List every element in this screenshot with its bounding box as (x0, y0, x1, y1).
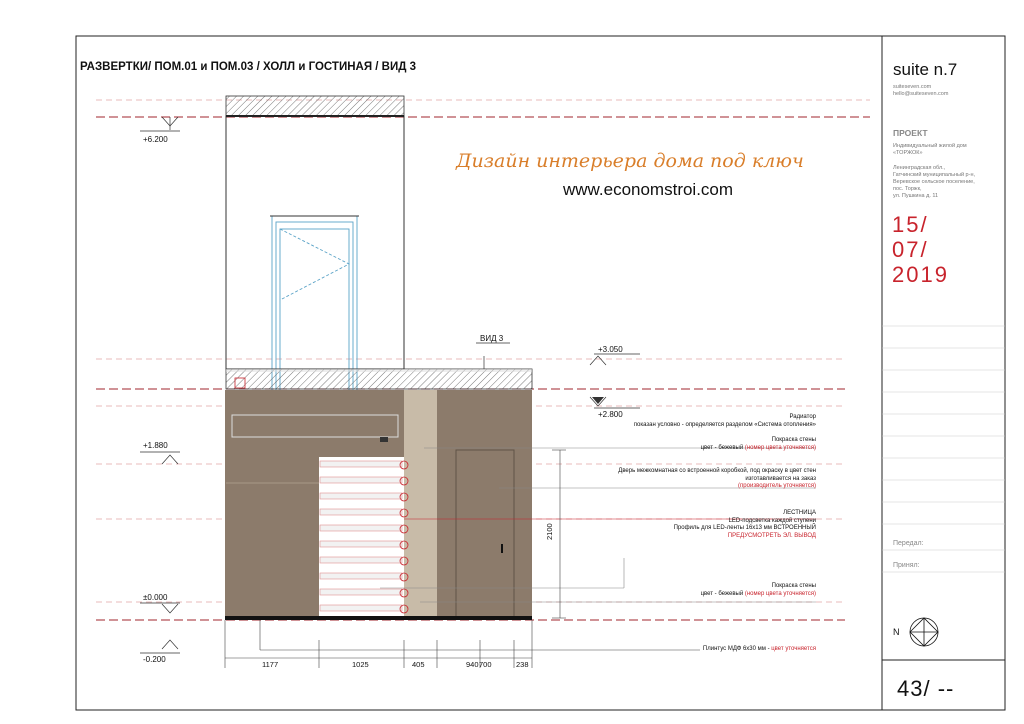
note-wall-paint-1-tbd: (номер цвета уточняется) (744, 444, 816, 451)
level-3050: +3.050 (598, 345, 623, 354)
note-stair-profile: Профиль для LED-ленты 16x13 мм ВСТРОЕННЫЙ (673, 525, 816, 532)
note-baseboard-tbd: цвет уточняется (771, 646, 816, 652)
dim-1025: 1025 (352, 660, 369, 669)
dim-door-height: 2100 (545, 523, 554, 540)
wall-left (225, 390, 319, 618)
dim-1177: 1177 (262, 660, 279, 669)
dim-940: 940 (466, 660, 479, 669)
dim-238: 238 (516, 660, 529, 669)
note-wall-paint-2-title: Покраска стены (771, 583, 816, 589)
title-block-rows (882, 326, 1005, 572)
dim-700: 700 (479, 660, 492, 669)
project-desc-1: Индивидуальный жилой дом (893, 143, 967, 149)
compass-icon (910, 618, 938, 646)
page-number: 43/ -- (897, 676, 955, 701)
note-stair (674, 510, 816, 540)
brand-logo: suite n.7 (893, 60, 958, 79)
sheet-title: РАЗВЕРТКИ/ ПОМ.01 и ПОМ.03 / ХОЛЛ и ГОСТИНАЯ / ВИД 3 (80, 61, 417, 73)
note-stair-led: LED-подсветка каждой ступени (728, 517, 816, 524)
address-4: пос. Торжк, (893, 186, 922, 192)
note-wall-paint-1-title: Покраска стены (771, 437, 816, 443)
date-year: 2019 (892, 262, 949, 287)
note-wall-paint-1-color: цвет - бежевый (700, 444, 745, 451)
project-label: ПРОЕКТ (893, 128, 928, 138)
address-3: Веревское сельское поселение, (893, 179, 975, 185)
note-baseboard-title: Плинтус МДФ 6х30 мм - (702, 646, 772, 652)
note-door (618, 468, 816, 491)
note-stair-title: ЛЕСТНИЦА (783, 510, 816, 516)
stair-treads (319, 457, 408, 618)
contact-site: suiteseven.com (893, 84, 932, 90)
note-stair-power: ПРЕДУСМОТРЕТЬ ЭЛ. ВЫВОД (727, 532, 816, 539)
sheet-frame (76, 36, 1005, 710)
level-2800: +2.800 (598, 410, 623, 419)
date-day: 15/ (892, 212, 929, 237)
note-radiator (634, 414, 816, 429)
note-wall-paint-1 (701, 437, 816, 452)
watermark-url: www.economstroi.com (563, 180, 734, 199)
note-baseboard (703, 646, 816, 654)
note-wall-paint-2-tbd: (номер цвета уточняется) (744, 590, 816, 597)
note-radiator-title: Радиатор (789, 414, 816, 420)
level-minus-0200: -0.200 (143, 655, 166, 664)
view-label: ВИД 3 (480, 334, 504, 343)
sheet-date (892, 212, 949, 287)
note-wall-paint-2 (701, 583, 816, 598)
note-wall-paint-2-color: цвет - бежевый (700, 590, 745, 597)
note-door-maker: (производитель уточняется) (738, 483, 816, 490)
project-desc-2: «ТОРЖОК» (893, 150, 923, 156)
address-1: Ленинградская обл., (893, 165, 946, 171)
date-month: 07/ (892, 237, 929, 262)
note-door-title: Дверь межкомнатная со встроенной коробкой, под окраску в цвет стен (618, 468, 816, 474)
level-6200: +6.200 (143, 135, 168, 144)
wall-right (437, 390, 532, 618)
note-radiator-desc: показан условно - определяется разделом «Система отопления» (633, 421, 816, 428)
handed-over-label: Передал: (893, 540, 924, 547)
note-door-made: изготавливается на заказ (745, 475, 816, 482)
address-5: ул. Пушкина д. 11 (893, 193, 939, 199)
level-1880: +1.880 (143, 441, 168, 450)
dim-405: 405 (412, 660, 425, 669)
watermark-title: Дизайн интерьера дома под ключ (456, 150, 804, 172)
address-2: Гатчинский муниципальный р-н, (893, 172, 976, 178)
level-0000: ±0.000 (143, 593, 168, 602)
compass-label: N (893, 627, 900, 637)
contact-email: hello@suiteseven.com (893, 91, 949, 97)
accepted-label: Принял: (893, 562, 920, 569)
